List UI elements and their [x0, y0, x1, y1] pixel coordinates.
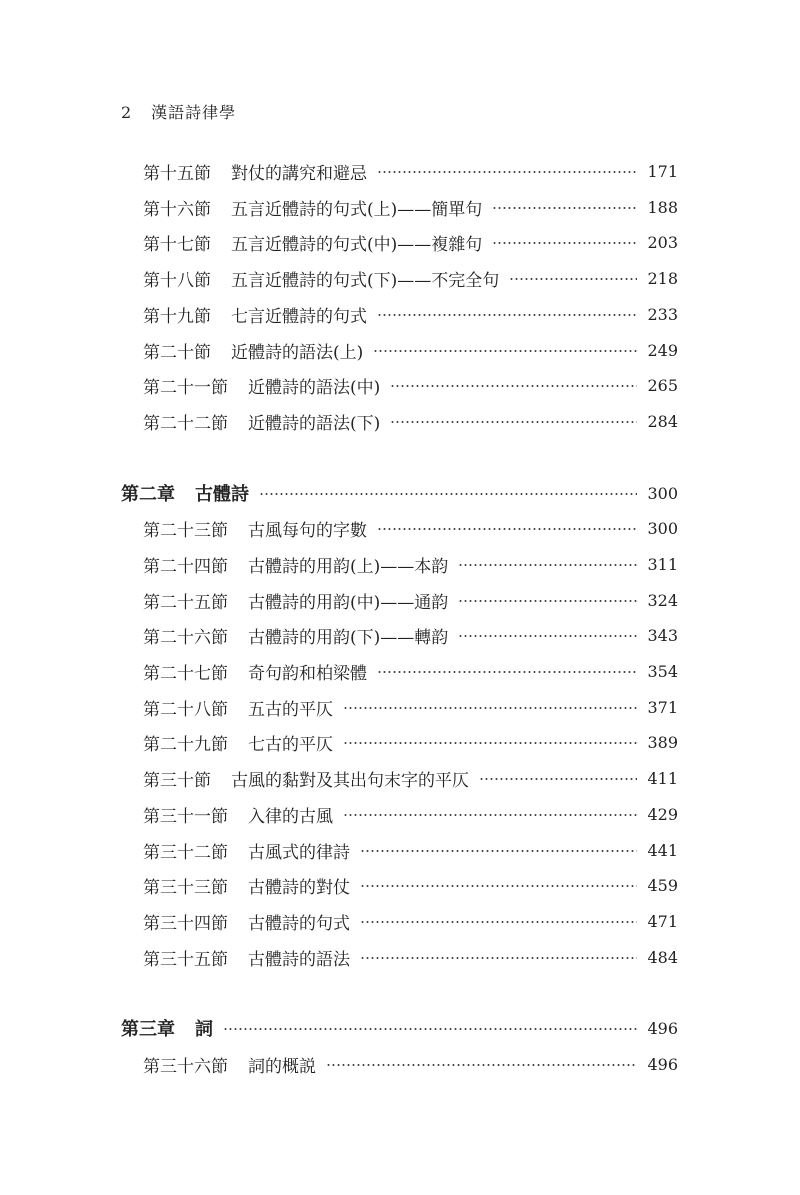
- chapter-title: 詞: [195, 1019, 213, 1040]
- toc-section-entry: [143, 904, 678, 938]
- section-number: 第三十三節: [143, 877, 228, 898]
- toc-page-number: 311: [647, 554, 678, 574]
- section-title: 近體詩的語法(上): [231, 342, 364, 363]
- dot-leader: [458, 635, 637, 637]
- dot-leader: [343, 742, 637, 744]
- toc-section-entry: [143, 725, 678, 759]
- section-number: 第二十五節: [143, 592, 228, 613]
- toc-page-number: 324: [647, 590, 678, 610]
- running-head: [121, 100, 236, 123]
- dot-leader: [259, 493, 637, 495]
- page-number: 2: [121, 103, 133, 122]
- dot-leader: [360, 921, 637, 923]
- section-title: 七古的平仄: [248, 734, 333, 755]
- toc-section-entry: [143, 690, 678, 724]
- toc-section-entry: [143, 868, 678, 902]
- toc-section-entry: [143, 404, 678, 438]
- toc-section-entry: [143, 833, 678, 867]
- section-number: 第二十一節: [143, 377, 228, 398]
- section-title: 古風式的律詩: [248, 842, 350, 863]
- section-title: 五古的平仄: [248, 699, 333, 720]
- section-title: 古體詩的語法: [248, 949, 350, 970]
- section-title: 古體詩的用韵(上)——本韵: [248, 556, 449, 577]
- section-title: 五言近體詩的句式(中)——複雜句: [231, 234, 483, 255]
- section-number: 第十五節: [143, 163, 211, 184]
- toc-page-number: 371: [647, 697, 678, 717]
- toc-section-entry: [143, 225, 678, 259]
- chapter-number: 第二章: [121, 484, 175, 505]
- section-title: 五言近體詩的句式(上)——簡單句: [231, 199, 483, 220]
- dot-leader: [343, 814, 637, 816]
- dot-leader: [360, 885, 637, 887]
- section-number: 第二十三節: [143, 520, 228, 541]
- toc-page-number: 471: [647, 911, 678, 931]
- section-number: 第十七節: [143, 234, 211, 255]
- toc-page-number: 343: [647, 625, 678, 645]
- section-number: 第十六節: [143, 199, 211, 220]
- section-title: 七言近體詩的句式: [231, 306, 367, 327]
- section-number: 第三十節: [143, 770, 211, 791]
- dot-leader: [377, 528, 637, 530]
- toc-page-number: 300: [647, 518, 678, 538]
- section-number: 第十九節: [143, 306, 211, 327]
- book-title: 漢語詩律學: [151, 103, 237, 122]
- section-title: 奇句韵和柏梁體: [248, 663, 367, 684]
- dot-leader: [223, 1028, 637, 1030]
- dot-leader: [377, 171, 637, 173]
- toc-page-number: 233: [647, 304, 678, 324]
- toc-section-entry: [143, 511, 678, 545]
- section-title: 古風的黏對及其出句末字的平仄: [231, 770, 469, 791]
- section-title: 古體詩的用韵(中)——通韵: [248, 592, 449, 613]
- toc-page-number: 496: [647, 1018, 678, 1038]
- dot-leader: [377, 314, 637, 316]
- section-title: 古體詩的用韵(下)——轉韵: [248, 627, 449, 648]
- dot-leader: [373, 350, 637, 352]
- toc-section-entry: [143, 154, 678, 188]
- chapter-title: 古體詩: [195, 484, 249, 505]
- toc-page-number: 389: [647, 732, 678, 752]
- toc-page-number: 411: [647, 768, 678, 788]
- toc-section-entry: [143, 261, 678, 295]
- section-number: 第二十六節: [143, 627, 228, 648]
- toc-section-entry: [143, 797, 678, 831]
- section-number: 第三十五節: [143, 949, 228, 970]
- section-number: 第三十一節: [143, 806, 228, 827]
- toc-page-number: 441: [647, 840, 678, 860]
- toc-page-number: 218: [647, 268, 678, 288]
- dot-leader: [390, 421, 637, 423]
- dot-leader: [509, 278, 637, 280]
- section-number: 第三十四節: [143, 913, 228, 934]
- dot-leader: [458, 600, 637, 602]
- toc-section-entry: [143, 547, 678, 581]
- toc-page-number: 300: [647, 483, 678, 503]
- dot-leader: [492, 242, 637, 244]
- toc-section-entry: [143, 333, 678, 367]
- section-title: 古風每句的字數: [248, 520, 367, 541]
- dot-leader: [326, 1064, 637, 1066]
- toc-page-number: 249: [647, 340, 678, 360]
- section-number: 第二十七節: [143, 663, 228, 684]
- section-title: 入律的古風: [248, 806, 333, 827]
- toc-page-number: 354: [647, 661, 678, 681]
- dot-leader: [390, 385, 637, 387]
- dot-leader: [492, 207, 637, 209]
- toc-page-number: 265: [647, 375, 678, 395]
- section-title: 近體詩的語法(中): [248, 377, 381, 398]
- section-title: 近體詩的語法(下): [248, 413, 381, 434]
- toc-section-entry: [143, 761, 678, 795]
- toc-section-entry: [143, 368, 678, 402]
- chapter-number: 第三章: [121, 1019, 175, 1040]
- toc-page-number: 171: [647, 161, 678, 181]
- toc-chapter-entry: [121, 1011, 678, 1045]
- dot-leader: [360, 850, 637, 852]
- toc-chapter-entry: [121, 476, 678, 510]
- toc-page-number: 203: [647, 232, 678, 252]
- toc-section-entry: [143, 940, 678, 974]
- toc-page-number: 429: [647, 804, 678, 824]
- toc-section-entry: [143, 297, 678, 331]
- section-title: 對仗的講究和避忌: [231, 163, 367, 184]
- toc-page-number: 188: [647, 197, 678, 217]
- section-number: 第十八節: [143, 270, 211, 291]
- section-number: 第二十節: [143, 342, 211, 363]
- toc-section-entry: [143, 654, 678, 688]
- section-number: 第二十二節: [143, 413, 228, 434]
- section-number: 第二十四節: [143, 556, 228, 577]
- section-number: 第三十六節: [143, 1056, 228, 1077]
- section-title: 五言近體詩的句式(下)——不完全句: [231, 270, 500, 291]
- section-title: 古體詩的句式: [248, 913, 350, 934]
- section-number: 第二十九節: [143, 734, 228, 755]
- section-number: 第二十八節: [143, 699, 228, 720]
- toc-section-entry: [143, 1047, 678, 1081]
- dot-leader: [458, 564, 637, 566]
- toc-page-number: 284: [647, 411, 678, 431]
- section-number: 第三十二節: [143, 842, 228, 863]
- toc-page-number: 484: [647, 947, 678, 967]
- toc-page-number: 496: [647, 1054, 678, 1074]
- toc-section-entry: [143, 583, 678, 617]
- toc-section-entry: [143, 618, 678, 652]
- section-title: 詞的概説: [248, 1056, 316, 1077]
- dot-leader: [377, 671, 637, 673]
- dot-leader: [479, 778, 637, 780]
- dot-leader: [360, 957, 637, 959]
- toc-section-entry: [143, 190, 678, 224]
- dot-leader: [343, 707, 637, 709]
- section-title: 古體詩的對仗: [248, 877, 350, 898]
- toc-page-number: 459: [647, 875, 678, 895]
